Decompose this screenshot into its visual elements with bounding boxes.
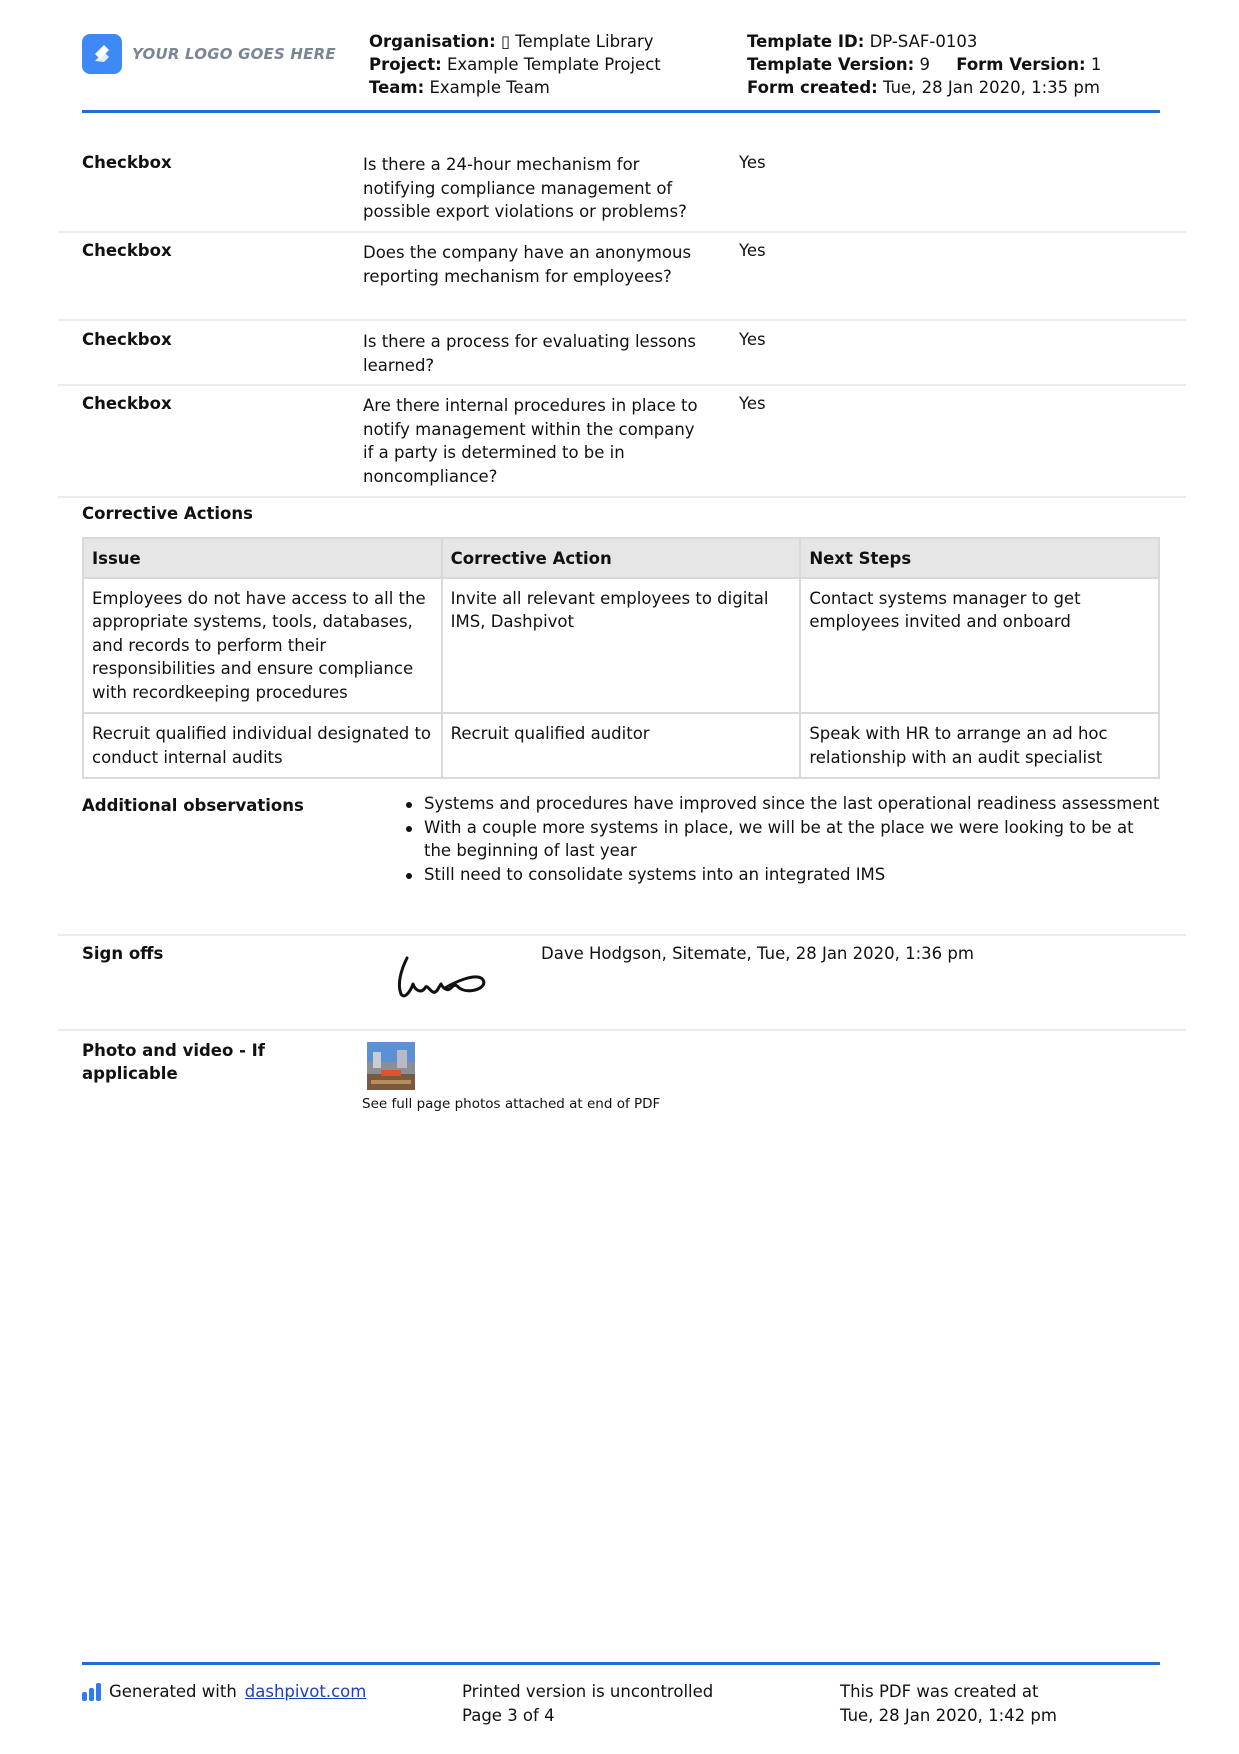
form-created-label: Form created: xyxy=(747,78,878,97)
list-item: Still need to consolidate systems into an integrated IMS xyxy=(400,863,1160,887)
form-version-label: Form Version: xyxy=(956,55,1086,74)
question-answer: Yes xyxy=(739,241,766,260)
column-header-issue: Issue xyxy=(83,538,442,578)
template-id-value: DP-SAF-0103 xyxy=(869,32,978,51)
question-text: Is there a process for evaluating lessons learned? xyxy=(363,332,697,375)
photos-label: Photo and video - If applicable xyxy=(82,1041,265,1083)
question-answer: Yes xyxy=(739,330,766,349)
page-header xyxy=(82,30,1160,114)
question-text: Are there internal procedures in place to notify management within the company if a party is determined to be in noncompliance? xyxy=(363,396,698,486)
organisation-label: Organisation: xyxy=(369,32,496,51)
pdf-created-label: This PDF was created at xyxy=(840,1682,1039,1701)
table-row xyxy=(83,713,1159,778)
printed-uncontrolled-text: Printed version is uncontrolled xyxy=(462,1682,714,1701)
observations-list xyxy=(400,792,1160,886)
photo-caption: See full page photos attached at end of PDF xyxy=(362,1096,661,1112)
list-item: Systems and procedures have improved since the last operational readiness assessment xyxy=(400,792,1160,816)
team-label: Team: xyxy=(369,78,425,97)
template-version-label: Template Version: xyxy=(747,55,915,74)
generated-prefix: Generated with xyxy=(109,1682,237,1701)
question-text: Is there a 24-hour mechanism for notifying compliance management of possible export violations or problems? xyxy=(363,155,687,221)
question-row xyxy=(58,330,1186,386)
section-divider xyxy=(58,934,1186,936)
page-number: Page 3 of 4 xyxy=(462,1705,555,1725)
template-id-label: Template ID: xyxy=(747,32,865,51)
signature-image xyxy=(395,950,491,1006)
header-org-info xyxy=(369,30,661,99)
list-item: With a couple more systems in place, we will be at the place we were looking to be at the beginning of last year xyxy=(400,816,1160,863)
table-cell: Contact systems manager to get employees invited and onboard xyxy=(800,578,1159,714)
observations-label: Additional observations xyxy=(82,796,304,815)
logo-icon xyxy=(82,34,122,74)
organisation-value: ▯ Template Library xyxy=(500,32,654,51)
template-version-value: 9 xyxy=(919,55,930,74)
footer-divider xyxy=(82,1662,1160,1665)
corrective-actions-title: Corrective Actions xyxy=(82,504,253,523)
footer-printed-info xyxy=(462,1680,713,1727)
column-header-next-steps: Next Steps xyxy=(800,538,1159,578)
pdf-created-date: Tue, 28 Jan 2020, 1:42 pm xyxy=(840,1705,1057,1725)
team-value: Example Team xyxy=(429,78,550,97)
form-version-value: 1 xyxy=(1090,55,1102,74)
dashpivot-link[interactable]: dashpivot.com xyxy=(244,1682,367,1701)
table-cell: Employees do not have access to all the appropriate systems, tools, databases, and records to perform their responsibilities and ensure compliance with recordkeeping procedures xyxy=(83,578,442,714)
footer-created-info xyxy=(840,1680,1057,1727)
question-label: Checkbox xyxy=(82,153,172,172)
question-row xyxy=(58,394,1186,498)
form-created-value: Tue, 28 Jan 2020, 1:35 pm xyxy=(883,78,1100,97)
table-cell: Recruit qualified auditor xyxy=(442,713,801,778)
table-cell: Recruit qualified individual designated to conduct internal audits xyxy=(83,713,442,778)
header-divider xyxy=(82,110,1160,113)
dashpivot-bars-icon xyxy=(82,1683,101,1701)
table-row xyxy=(83,578,1159,714)
corrective-actions-table xyxy=(82,537,1160,779)
footer-generated xyxy=(82,1680,366,1704)
photo-thumbnail[interactable] xyxy=(367,1042,415,1090)
table-cell: Invite all relevant employees to digital IMS, Dashpivot xyxy=(442,578,801,714)
question-row xyxy=(58,153,1186,233)
question-text: Does the company have an anonymous reporting mechanism for employees? xyxy=(363,243,692,286)
question-label: Checkbox xyxy=(82,394,172,413)
header-template-info xyxy=(747,30,1101,99)
signoff-details: Dave Hodgson, Sitemate, Tue, 28 Jan 2020, 1:36 pm xyxy=(541,944,974,963)
question-answer: Yes xyxy=(739,153,766,172)
project-label: Project: xyxy=(369,55,442,74)
logo-text: YOUR LOGO GOES HERE xyxy=(132,45,336,63)
table-cell: Speak with HR to arrange an ad hoc relationship with an audit specialist xyxy=(800,713,1159,778)
table-header-row xyxy=(83,538,1159,578)
project-value: Example Template Project xyxy=(446,55,661,74)
column-header-corrective-action: Corrective Action xyxy=(442,538,801,578)
signoffs-label: Sign offs xyxy=(82,944,164,963)
question-row xyxy=(58,241,1186,321)
question-label: Checkbox xyxy=(82,330,172,349)
question-label: Checkbox xyxy=(82,241,172,260)
section-divider xyxy=(58,1029,1186,1031)
question-answer: Yes xyxy=(739,394,766,413)
company-logo xyxy=(82,34,336,74)
